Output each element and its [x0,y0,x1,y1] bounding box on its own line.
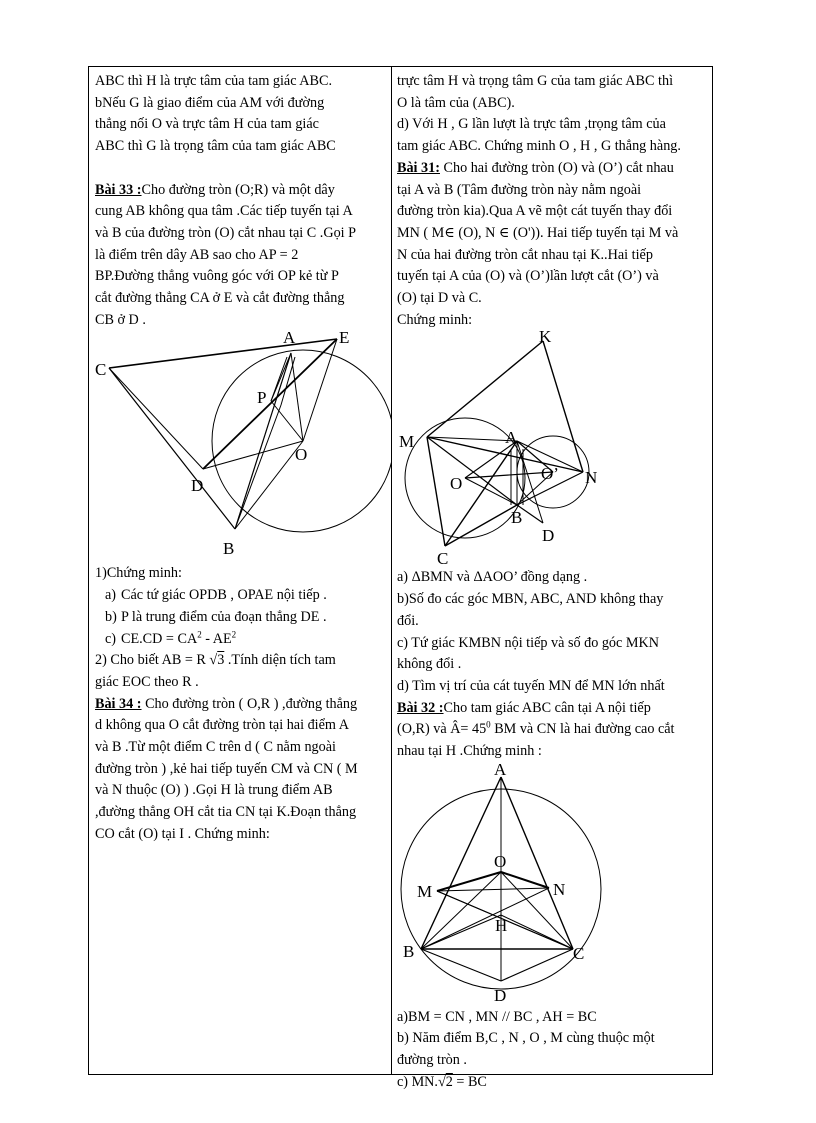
fig33-label-d: D [191,476,204,496]
fig32-label-d: D [494,985,507,1005]
fig31-label-k: K [539,331,552,347]
bai34-line: Bài 34 : Cho đường tròn ( O,R ) ,đường thẳng [95,695,358,712]
left-intro-line: ABC thì H là trực tâm của tam giác ABC. [95,73,333,89]
fig33-label-o: O [295,445,308,465]
bai34-line: CO cắt (O) tại I . Chứng minh: [95,825,270,842]
fig31-label-o: O [450,474,463,494]
q1-title: 1)Chứng minh: [95,565,182,582]
bai33-line: BP.Đường thẳng vuông góc với OP kẻ từ P [95,268,339,285]
bai32-item: a)BM = CN , MN // BC , AH = BC [397,1008,597,1025]
fig33-label-a: A [283,331,296,348]
right-column [397,71,709,1094]
fig33-label-p: P [257,388,267,408]
bai31-line: MN ( M∈ (O), N ∈ (O')). Hai tiếp tuyến tại M và [397,224,679,241]
fig33-label-e: E [339,331,350,348]
right-intro-line: tam giác ABC. Chứng minh O , H , G thẳng hàng. [397,138,681,155]
bai31-line: đường tròn kia).Qua A vẽ một cát tuyến thay đổi [397,203,673,220]
bai31-line: N của hai đường tròn cắt nhau tại K..Hai tiếp [397,246,653,263]
bai34-line: và B .Từ một điểm C trên d ( C nằm ngoài [95,739,336,756]
fig33-label-b: B [223,539,235,559]
figure-bai32 [397,763,617,1007]
fig31-label-m: M [399,432,415,452]
column-divider [391,67,392,1074]
bai31-line: Chứng minh: [397,311,473,328]
left-intro-line: thẳng nối O và trực tâm H của tam giác [95,116,319,133]
bai33-line: cắt đường thẳng CA ở E và cắt đường thẳng [95,290,345,307]
bai31-title: Bài 31: [397,159,440,176]
bai31-line: tại A và B (Tâm đường tròn này nằm ngoài [397,181,642,198]
q2-line: giác EOC theo R . [95,673,199,690]
bai31-line: Bài 31: Cho hai đường tròn (O) và (O’) cắt nhau [397,159,674,176]
bai32-title: Bài 32 : [397,699,444,716]
bai33-line: CB ở D . [95,311,146,328]
fig31-label-n: N [585,468,598,488]
bai32-item: b) Năm điểm B,C , N , O , M cùng thuộc một [397,1030,655,1047]
exercise-table [88,66,713,1090]
fig31-label-c: C [437,549,449,568]
bai31-item: không đổi . [397,656,462,673]
bai32-line: Bài 32 :Cho tam giác ABC cân tại A nội tiếp [397,699,651,716]
left-intro-line: bNếu G là giao điểm của AM với đường [95,94,325,111]
fig32-label-o: O [494,851,507,871]
fig31-label-o-prime: O’ [541,464,559,484]
q1-item: a) Các tứ giác OPDB , OPAE nội tiếp . [105,587,327,604]
q1-item: c) $CE.CD = CA^2 - AE^2$ [105,628,237,647]
fig32-label-m: M [417,881,433,901]
bai32-item: đường tròn . [397,1052,467,1069]
sqrt-symbol: √ [437,1073,446,1090]
bai34-line: ,đường thẳng OH cắt tia CN tại K.Đoạn thẳng [95,804,357,821]
bai32-line: (O,R) và Â= $45^0$ BM và CN là hai đường cao cắt [397,719,675,738]
bai34-line: đường tròn ) ,kẻ hai tiếp tuyến CM và CN ( M [95,760,358,777]
bai33-line: và B của đường tròn (O) cắt nhau tại C .Gọi P [95,224,357,241]
sqrt-symbol: √ [209,652,218,669]
bai31-item: đổi. [397,612,419,629]
bai34-title: Bài 34 : [95,695,142,712]
bai31-line: (O) tại D và C. [397,290,482,307]
bai31-item: d) Tìm vị trí của cát tuyến MN để MN lớn nhất [397,677,665,694]
q2-line: 2) Cho biết AB = R √3 .Tính diện tích tam [95,652,336,669]
right-intro-line: O là tâm của (ABC). [397,94,515,111]
fig32-label-b: B [403,941,415,961]
fig33-label-c: C [95,360,107,380]
left-column [95,71,385,846]
bai32-line: nhau tại H .Chứng minh : [397,743,542,760]
right-intro-line: d) Với H , G lần lượt là trực tâm ,trọng tâm của [397,116,666,133]
bai34-line: d không qua O cắt đường tròn tại hai điểm A [95,717,349,734]
bai33-line: cung AB không qua tâm .Các tiếp tuyến tại A [95,203,353,220]
fig32-label-h: H [495,915,508,935]
fig32-label-c: C [573,943,585,963]
figure-bai33 [95,331,391,563]
bai33-title: Bài 33 : [95,181,142,198]
bai31-line: tuyến tại A của (O) và (O’)lần lượt cắt (O’) và [397,268,659,285]
bai31-item: b)Số đo các góc MBN, ABC, AND không thay [397,591,664,608]
left-intro-line: ABC thì G là trọng tâm của tam giác ABC [95,138,336,155]
bai32-item: c) MN.√2 = BC [397,1073,487,1090]
bai33-line: là điểm trên dây AB sao cho AP = 2 [95,246,299,263]
right-intro-line: trực tâm H và trọng tâm G của tam giác ABC thì [397,73,674,89]
fig32-label-a: A [494,762,507,779]
fig32-label-n: N [553,879,566,899]
figure-bai31 [397,331,617,567]
fig31-label-d: D [542,526,555,546]
fig31-label-a: A [505,428,518,448]
bai34-line: và N thuộc (O) ) .Gọi H là trung điểm AB [95,782,333,799]
bai31-item: c) Tứ giác KMBN nội tiếp và số đo góc MKN [397,634,659,651]
fig31-label-b: B [511,508,523,528]
bai33-line: Bài 33 :Cho đường tròn (O;R) và một dây [95,181,335,198]
q1-item: b) P là trung điểm của đoạn thẳng DE . [105,608,327,625]
bai31-item: a) ΔBMN và ΔAOO’ đồng dạng . [397,569,588,586]
